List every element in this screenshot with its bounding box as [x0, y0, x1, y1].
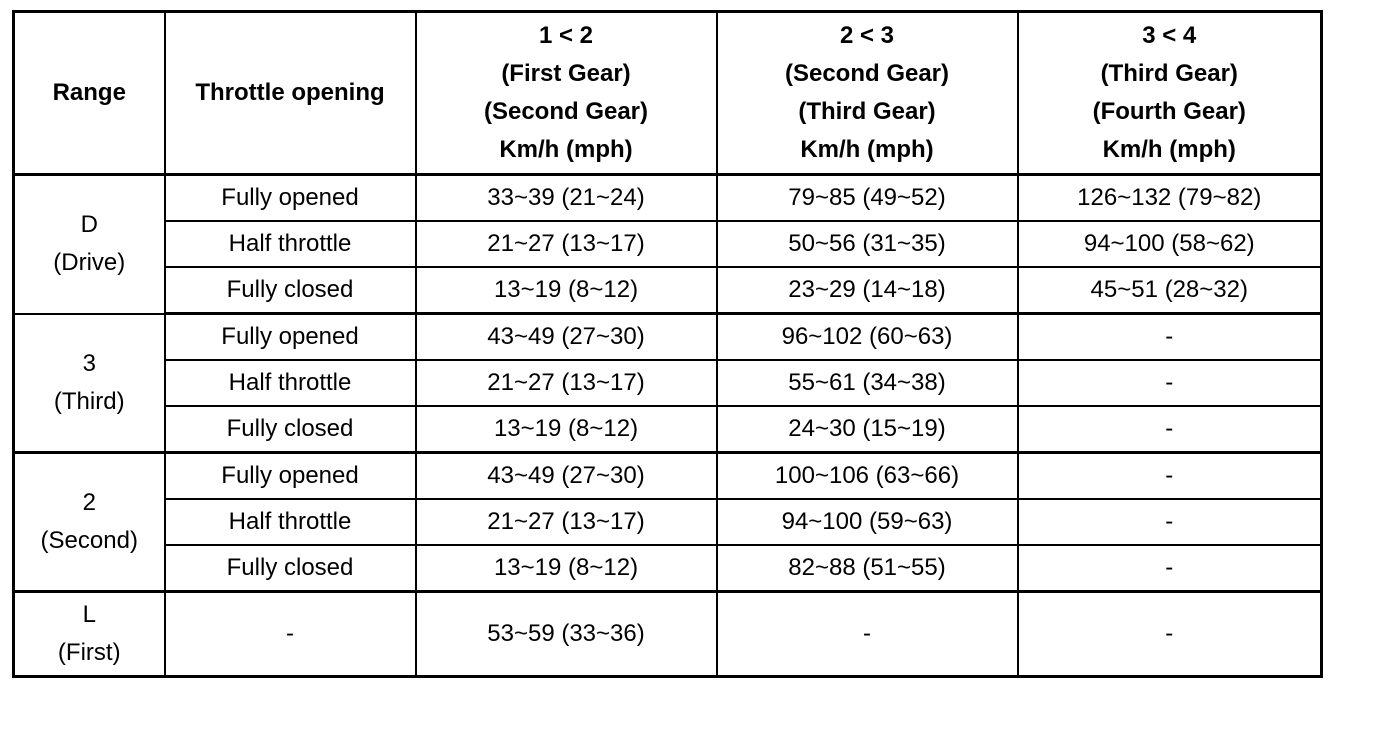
shift-1-2-cell: 13~19 (8~12) [416, 406, 717, 453]
throttle-cell: Half throttle [165, 499, 416, 545]
table-row [14, 406, 1322, 453]
shift-3-4-cell: - [1018, 360, 1322, 406]
table-row [14, 545, 1322, 592]
shift-3-4-cell: 126~132 (79~82) [1018, 175, 1322, 222]
header-line: (Second Gear) [483, 98, 649, 125]
shift-1-2-cell: 13~19 (8~12) [416, 267, 717, 314]
shift-2-3-cell: 96~102 (60~63) [717, 314, 1018, 361]
shift-1-2-cell: 21~27 (13~17) [416, 360, 717, 406]
shift-1-2-cell: 53~59 (33~36) [416, 592, 717, 677]
header-shift-1-2 [416, 12, 717, 175]
range-cell-third: 3 (Third) [14, 314, 165, 453]
shift-2-3-cell: - [717, 592, 1018, 677]
table-row [14, 267, 1322, 314]
header-shift-3-4 [1018, 12, 1322, 175]
shift-3-4-cell: - [1018, 545, 1322, 592]
shift-3-4-cell: - [1018, 314, 1322, 361]
shift-1-2-cell: 33~39 (21~24) [416, 175, 717, 222]
throttle-cell: Half throttle [165, 221, 416, 267]
header-line: Km/h (mph) [1102, 136, 1236, 163]
header-throttle-opening: Throttle opening [165, 12, 416, 175]
throttle-cell: Fully closed [165, 267, 416, 314]
shift-1-2-cell: 13~19 (8~12) [416, 545, 717, 592]
range-cell-drive: D (Drive) [14, 175, 165, 314]
shift-2-3-cell: 24~30 (15~19) [717, 406, 1018, 453]
shift-3-4-cell: - [1018, 406, 1322, 453]
throttle-cell: Fully closed [165, 545, 416, 592]
header-line: 1 < 2 [538, 22, 594, 49]
header-shift-2-3 [717, 12, 1018, 175]
shift-2-3-cell: 100~106 (63~66) [717, 453, 1018, 500]
header-range: Range [14, 12, 165, 175]
range-cell-first: L (First) [14, 592, 165, 677]
table-row [14, 221, 1322, 267]
table-row [14, 499, 1322, 545]
header-line: (Third Gear) [1100, 60, 1238, 87]
shift-speed-table [12, 10, 1323, 678]
shift-2-3-cell: 82~88 (51~55) [717, 545, 1018, 592]
shift-2-3-cell: 50~56 (31~35) [717, 221, 1018, 267]
throttle-cell: Fully opened [165, 453, 416, 500]
shift-2-3-cell: 79~85 (49~52) [717, 175, 1018, 222]
header-line: (Third Gear) [798, 98, 936, 125]
header-line: (Second Gear) [784, 60, 950, 87]
shift-3-4-cell: 45~51 (28~32) [1018, 267, 1322, 314]
shift-3-4-cell: - [1018, 592, 1322, 677]
header-line: Km/h (mph) [499, 136, 633, 163]
shift-1-2-cell: 43~49 (27~30) [416, 453, 717, 500]
header-line: 3 < 4 [1142, 22, 1197, 49]
table-row [14, 453, 1322, 500]
shift-2-3-cell: 94~100 (59~63) [717, 499, 1018, 545]
shift-2-3-cell: 23~29 (14~18) [717, 267, 1018, 314]
table-row [14, 360, 1322, 406]
table-row [14, 175, 1322, 222]
shift-1-2-cell: 21~27 (13~17) [416, 221, 717, 267]
header-line: Km/h (mph) [800, 136, 934, 163]
table-row [14, 592, 1322, 677]
throttle-cell: Fully closed [165, 406, 416, 453]
header-line: (Fourth Gear) [1092, 98, 1246, 125]
shift-3-4-cell: - [1018, 499, 1322, 545]
throttle-cell: Half throttle [165, 360, 416, 406]
header-line: 2 < 3 [839, 22, 895, 49]
shift-1-2-cell: 43~49 (27~30) [416, 314, 717, 361]
throttle-cell: - [165, 592, 416, 677]
table-row [14, 314, 1322, 361]
header-line: (First Gear) [501, 60, 631, 87]
shift-1-2-cell: 21~27 (13~17) [416, 499, 717, 545]
shift-2-3-cell: 55~61 (34~38) [717, 360, 1018, 406]
shift-3-4-cell: - [1018, 453, 1322, 500]
throttle-cell: Fully opened [165, 175, 416, 222]
header-row [14, 12, 1322, 175]
range-cell-second: 2 (Second) [14, 453, 165, 592]
throttle-cell: Fully opened [165, 314, 416, 361]
shift-3-4-cell: 94~100 (58~62) [1018, 221, 1322, 267]
